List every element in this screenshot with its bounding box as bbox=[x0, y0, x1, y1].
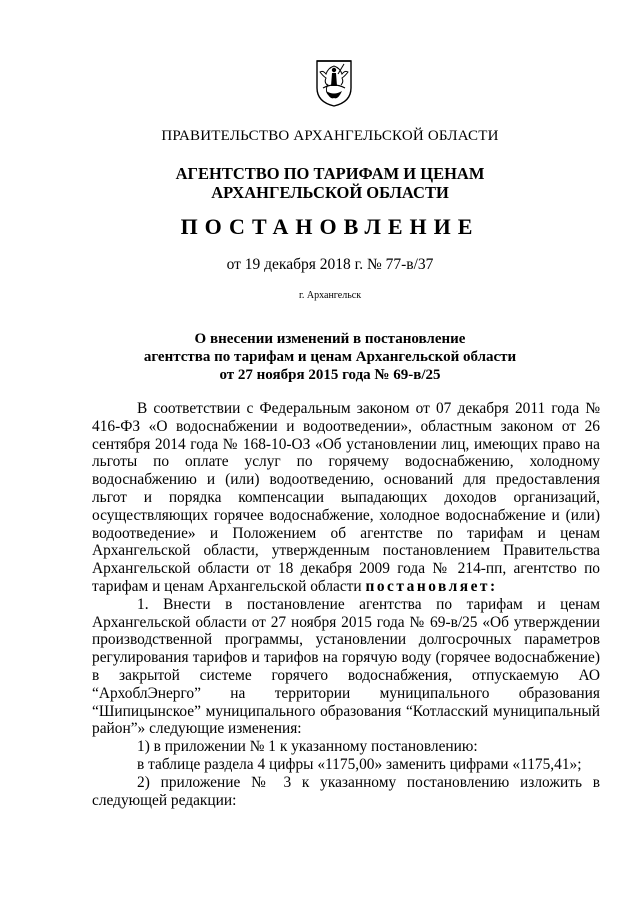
body-paragraph-item-1: 1. Внести в постановление агентства по тарифам и ценам Архангельской области от 27 ноября 2015 года № 69-в/25 «Об утверждении производственной программы, установлении долгосрочных параметров регулирования тарифов и тарифов на горячую воду (горячее водоснабжение) в закрытой системе горячего водоснабжения, отпускаемую АО “АрхоблЭнерго” на территории муниципального образования “Шипицынское” муниципального образования “Котласский муниципальный район”» следующие изменения: bbox=[92, 595, 600, 738]
subject-line3: от 27 ноября 2015 года № 69-в/25 bbox=[219, 367, 441, 383]
subject-line1: О внесении изменений в постановление bbox=[194, 331, 466, 347]
coat-of-arms-icon bbox=[314, 58, 354, 108]
resolves-keyword: постановляет: bbox=[365, 577, 498, 595]
date-and-number: от 19 декабря 2018 г. № 77-в/37 bbox=[226, 256, 434, 273]
subject-line2: агентства по тарифам и ценам Архангельской области bbox=[143, 349, 517, 365]
agency-name-line2: АРХАНГЕЛЬСКОЙ ОБЛАСТИ bbox=[211, 183, 449, 202]
city: г. Архангельск bbox=[298, 290, 362, 301]
agency-name bbox=[90, 164, 570, 202]
document-type: ПОСТАНОВЛЕНИЕ bbox=[180, 214, 480, 239]
preamble-text: В соответствии с Федеральным законом от 07 декабря 2011 года № 416-ФЗ «О водоснабжении и водоотведении», областным законом от 26 сентября 2014 года № 168-10-ОЗ «Об установлении лиц, имеющих право на льготы по оплате услуг по горячему водоснабжению, холодному водоснабжению и (или) водоотведению, оснований для предоставления льгот и порядка компенсации выпадающих доходов организаций, осуществляющих горячее водоснабжение, холодное водоснабжение и (или) водоотведение» и Положением об агентстве по тарифам и ценам Архангельской области, утвержденным постановлением Правительства Архангельской области от 18 декабря 2009 года № 214-пп, агентство по тарифам и ценам Архангельской области bbox=[92, 400, 600, 595]
body-paragraph-subitem-1: 1) в приложении № 1 к указанному постановлению: bbox=[137, 738, 478, 756]
body-paragraph-table-change: в таблице раздела 4 цифры «1175,00» заменить цифрами «1175,41»; bbox=[137, 755, 582, 773]
government-name: ПРАВИТЕЛЬСТВО АРХАНГЕЛЬСКОЙ ОБЛАСТИ bbox=[161, 128, 499, 144]
document-subject bbox=[90, 330, 570, 384]
body-paragraph-subitem-2: 2) приложение № 3 к указанному постановлению изложить в следующей редакции: bbox=[92, 773, 600, 809]
body-paragraph-preamble bbox=[92, 400, 600, 596]
agency-name-line1: АГЕНТСТВО ПО ТАРИФАМ И ЦЕНАМ bbox=[175, 164, 485, 183]
document-body bbox=[92, 400, 600, 809]
